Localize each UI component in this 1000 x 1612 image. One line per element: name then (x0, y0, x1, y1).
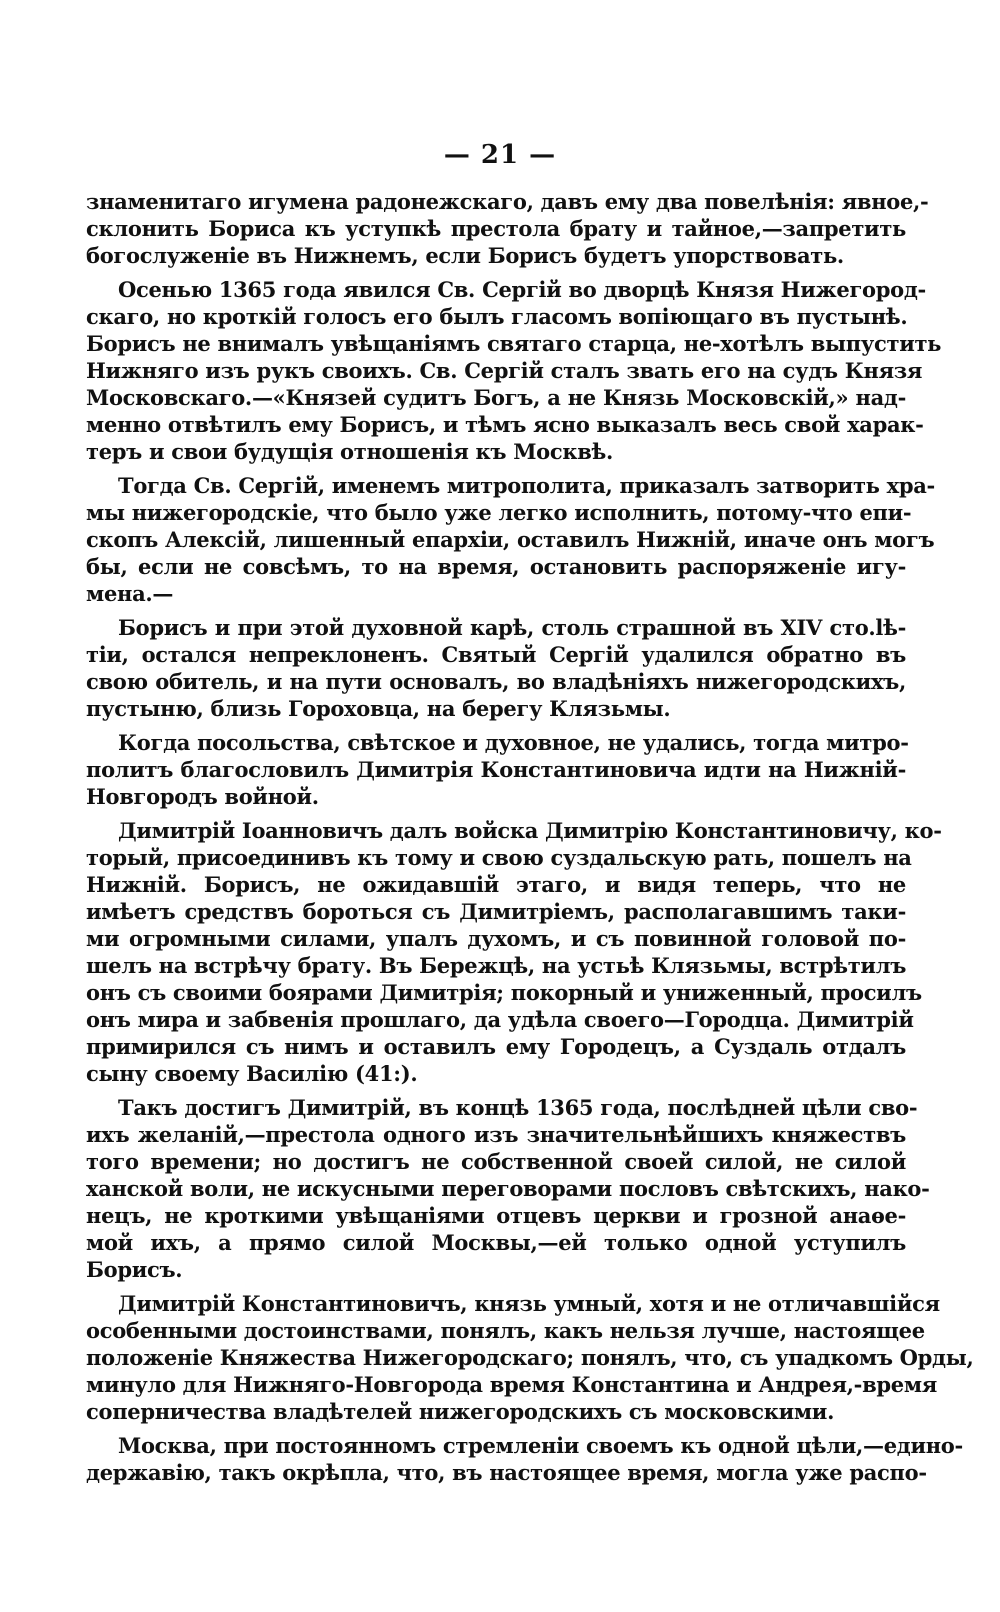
paragraph-gap (86, 607, 906, 614)
text-line: Нижняго изъ рукъ своихъ. Св. Сергій сталъ звать его на судъ Князя (86, 358, 923, 383)
text-line: Нижній. Борисъ, не ожидавшій этаго, и видя теперь, что не (86, 872, 906, 897)
text-line: богослуженіе въ Нижнемъ, если Борисъ будетъ упорствовать. (86, 243, 844, 268)
text-line: особенными достоинствами, понялъ, какъ нельзя лучше, настоящее (86, 1318, 925, 1343)
paragraph (86, 188, 929, 269)
text-line: шелъ на встрѣчу брату. Въ Бережцѣ, на устьѣ Клязьмы, встрѣтилъ (86, 953, 907, 978)
paragraph-gap (86, 722, 906, 729)
text-line: Борисъ и при этой духовной карѣ, столь страшной въ XIV сто.lѣ- (118, 615, 906, 640)
text-line: ихъ желаній,—престола одного изъ значительнѣйшихъ княжествъ (86, 1122, 906, 1147)
paragraph (86, 729, 909, 810)
body-text (86, 188, 974, 1486)
text-line: пустыню, близь Гороховца, на берегу Клязьмы. (86, 696, 671, 721)
paragraph-gap (86, 1425, 906, 1432)
text-line: склонить Бориса къ уступкѣ престола брату и тайное,—запретить (86, 216, 906, 241)
paragraph (86, 276, 942, 465)
text-line: примирился съ нимъ и оставилъ ему Городецъ, а Суздаль отдалъ (86, 1034, 906, 1059)
text-line: Москва, при постоянномъ стремленіи своемъ къ одной цѣли,—едино- (118, 1433, 963, 1458)
text-line: мой ихъ, а прямо силой Москвы,—ей только одной уступилъ (86, 1230, 906, 1255)
text-line: Борисъ не внималъ увѣщаніямъ святаго старца, не-хотѣлъ выпустить (86, 331, 942, 356)
text-line: скопъ Алексій, лишенный епархіи, оставилъ Нижній, иначе онъ могъ (86, 527, 935, 552)
paragraph-gap (86, 1283, 906, 1290)
text-line: теръ и свои будущія отношенія къ Москвѣ. (86, 439, 614, 464)
paragraph-gap (86, 465, 906, 472)
text-line: свою обитель, и на пути основалъ, во владѣніяхъ нижегородскихъ, (86, 669, 906, 694)
text-line: нецъ, не кроткими увѣщаніями отцевъ церкви и грозной анаѳе- (86, 1203, 906, 1228)
text-line: Димитрій Іоанновичъ далъ войска Димитрію Константиновичу, ко- (118, 818, 942, 843)
paragraph (86, 1094, 930, 1283)
text-line: того времени; но достигъ не собственной своей силой, не силой (86, 1149, 906, 1174)
text-line: соперничества владѣтелей нижегородскихъ съ московскими. (86, 1399, 835, 1424)
text-line: державію, такъ окрѣпла, что, въ настоящее время, могла уже распо- (86, 1460, 927, 1485)
text-line: онъ съ своими боярами Димитрія; покорный и униженный, просилъ (86, 980, 922, 1005)
text-line: онъ мира и забвенія прошлаго, да удѣла своего—Городца. Димитрій (86, 1007, 914, 1032)
text-line: торый, присоединивъ къ тому и свою суздальскую рать, пошелъ на (86, 845, 912, 870)
text-line: сыну своему Василію (41:). (86, 1061, 418, 1086)
text-line: Тогда Св. Сергій, именемъ митрополита, приказалъ затворить хра- (118, 473, 935, 498)
text-line: Новгородъ войной. (86, 784, 319, 809)
paragraph (86, 817, 942, 1087)
text-line: скаго, но кроткій голосъ его былъ гласомъ вопіющаго въ пустынѣ. (86, 304, 908, 329)
paragraph-gap (86, 1087, 906, 1094)
paragraph-gap (86, 269, 906, 276)
text-line: ханской воли, не искусными переговорами пословъ свѣтскихъ, нако- (86, 1176, 930, 1201)
text-line: политъ благословилъ Димитрія Константиновича идти на Нижній- (86, 757, 906, 782)
paragraph-gap (86, 810, 906, 817)
text-line: Такъ достигъ Димитрій, въ концѣ 1365 года, послѣдней цѣли сво- (118, 1095, 918, 1120)
text-line: Московскаго.—«Князей судитъ Богъ, а не Князь Московскій,» над- (86, 385, 906, 410)
text-line: минуло для Нижняго-Новгорода время Константина и Андрея,-время (86, 1372, 937, 1397)
text-line: Когда посольства, свѣтское и духовное, не удались, тогда митро- (118, 730, 909, 755)
text-line: Осенью 1365 года явился Св. Сергій во дворцѣ Князя Нижегород- (118, 277, 926, 302)
text-line: Борисъ. (86, 1257, 183, 1282)
text-line: положеніе Княжества Нижегородскаго; понялъ, что, съ упадкомъ Орды, (86, 1345, 974, 1370)
paragraph (86, 1290, 974, 1425)
page-number: — 21 — (443, 140, 557, 170)
text-line: мена.— (86, 581, 174, 606)
text-line: бы, если не совсѣмъ, то на время, остановить распоряженіе игу- (86, 554, 906, 579)
paragraph (86, 614, 906, 722)
text-line: знаменитаго игумена радонежскаго, давъ ему два повелѣнія: явное,- (86, 189, 929, 214)
text-line: мы нижегородскіе, что было уже легко исполнить, потому-что епи- (86, 500, 912, 525)
text-line: менно отвѣтилъ ему Борисъ, и тѣмъ ясно выказалъ весь свой харак- (86, 412, 924, 437)
text-line: тіи, остался непреклоненъ. Святый Сергій удалился обратно въ (86, 642, 906, 667)
text-line: Димитрій Константиновичъ, князь умный, хотя и не отличавшійся (118, 1291, 940, 1316)
text-line: имѣетъ средствъ бороться съ Димитріемъ, располагавшимъ таки- (86, 899, 906, 924)
text-line: ми огромными силами, упалъ духомъ, и съ повинной головой по- (86, 926, 906, 951)
paragraph (86, 1432, 963, 1486)
paragraph (86, 472, 935, 607)
